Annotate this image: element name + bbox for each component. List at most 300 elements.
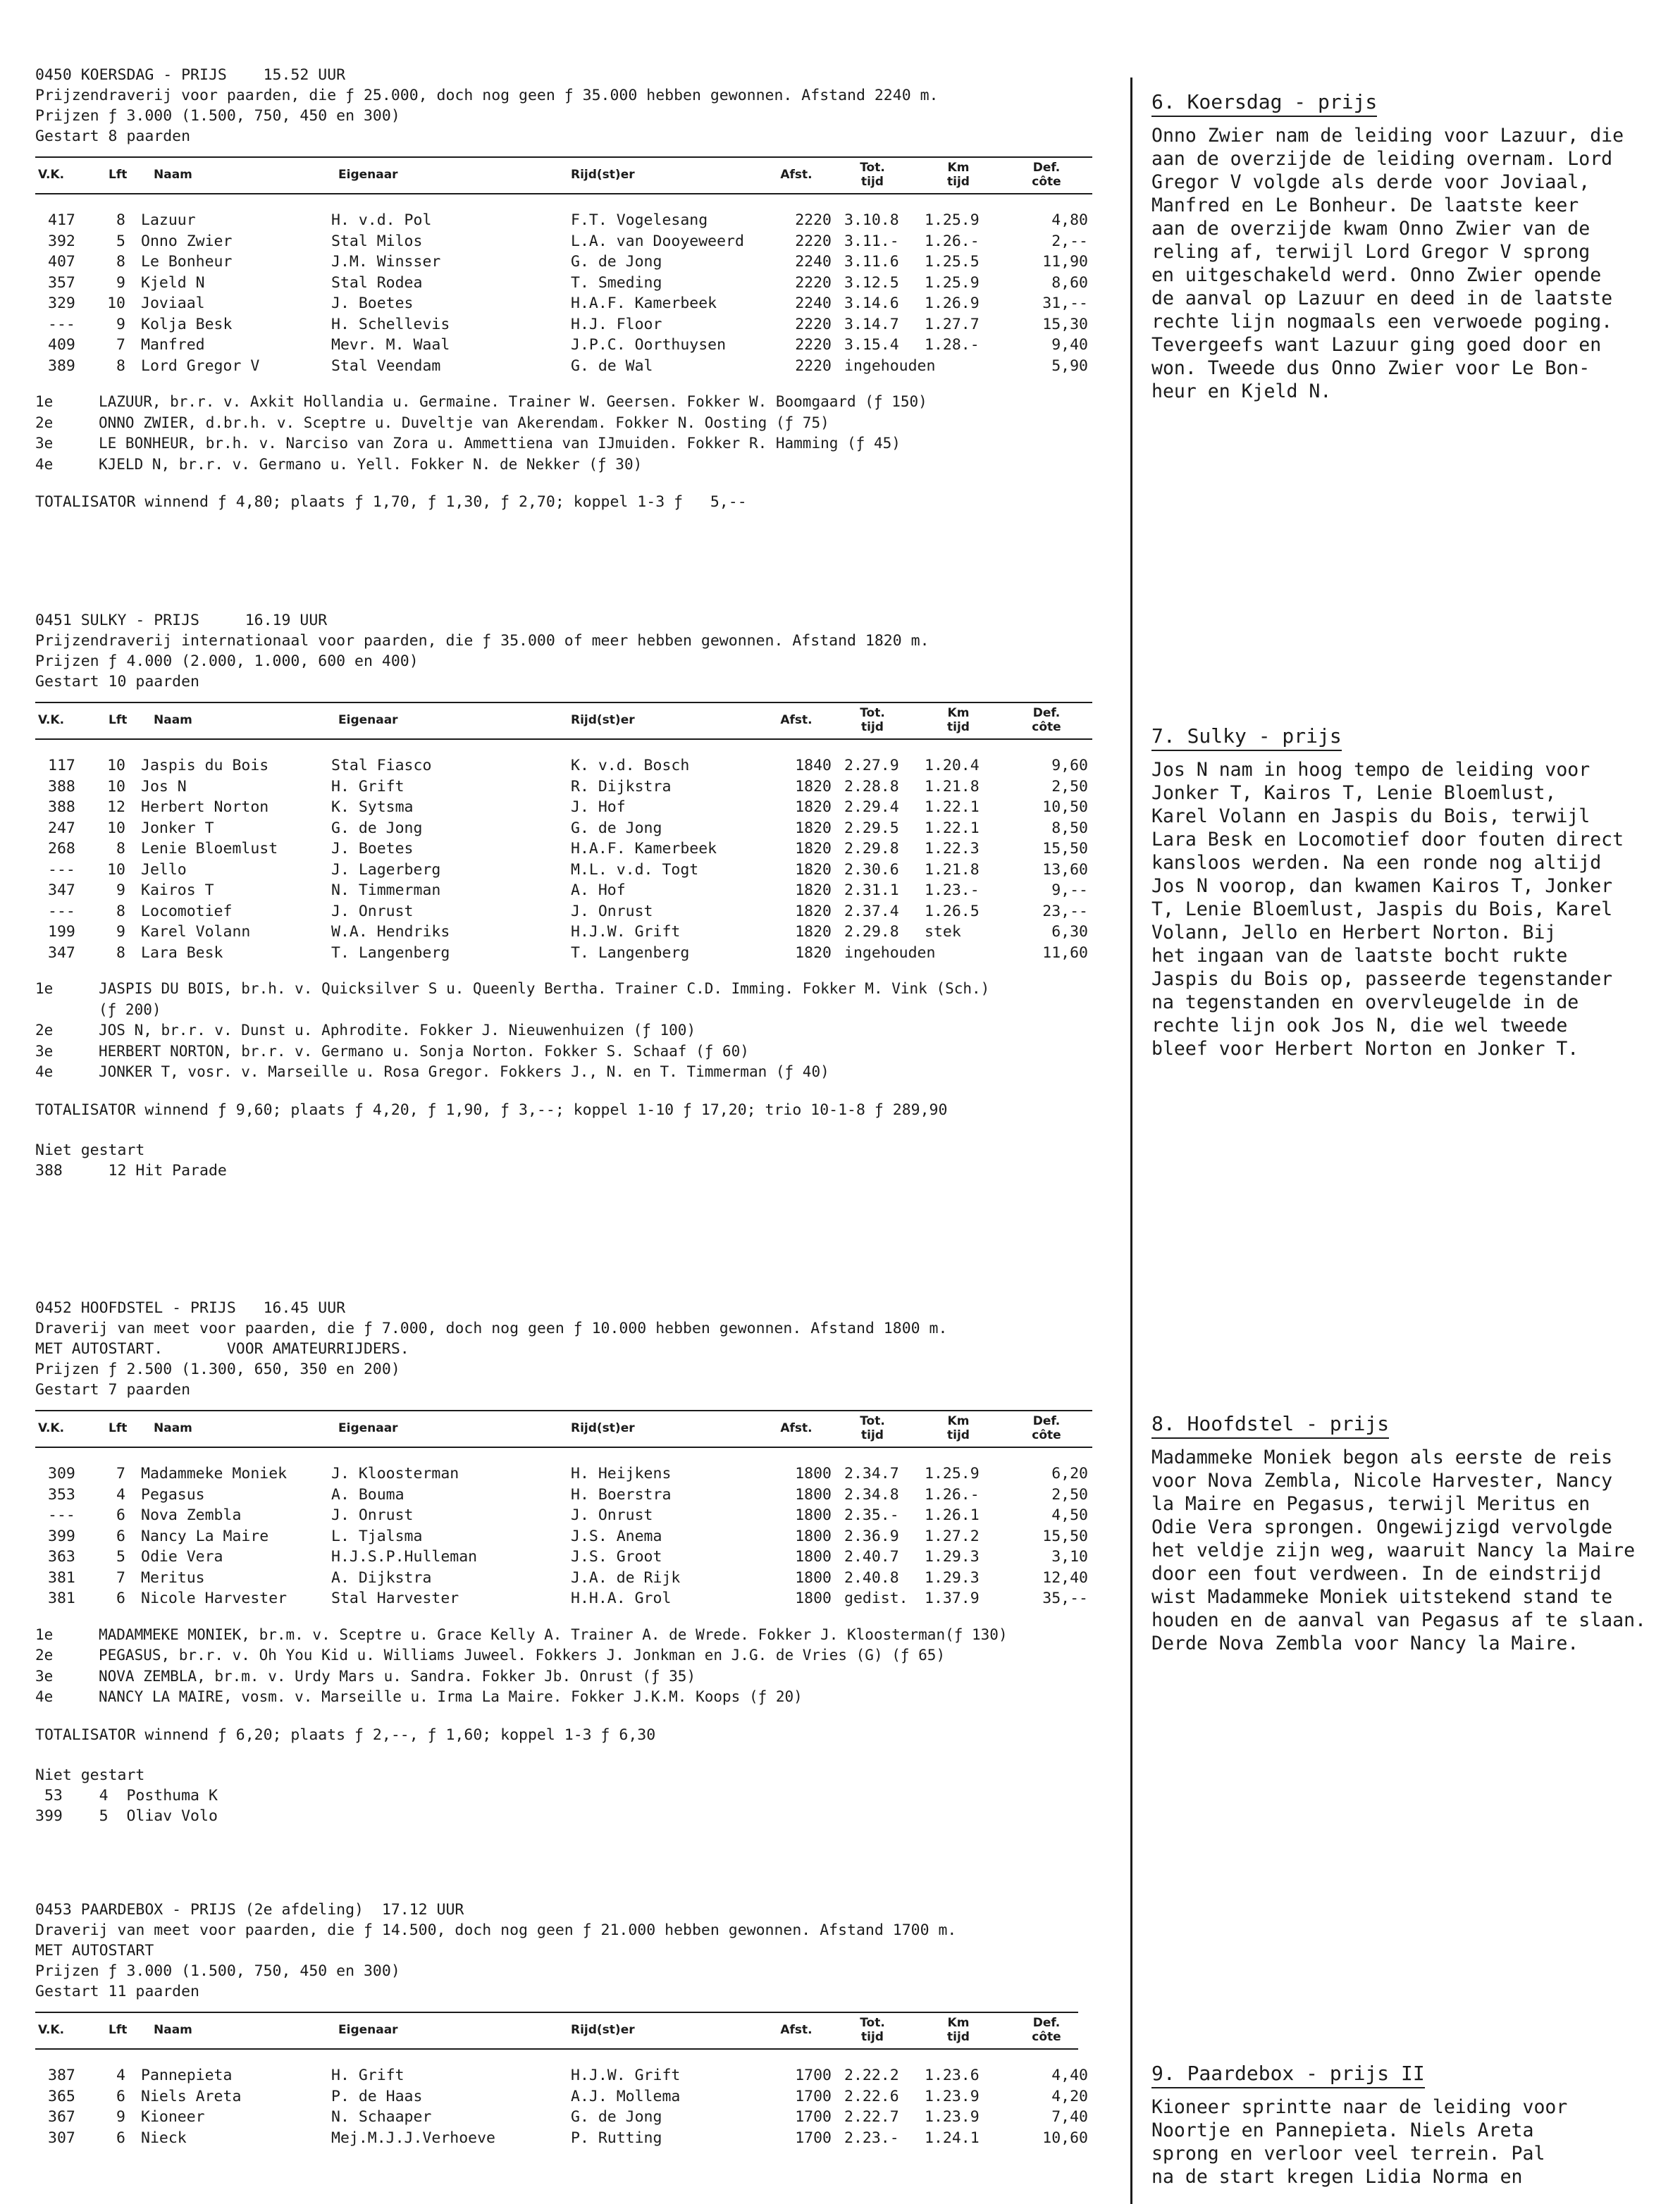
header-naam: Naam — [154, 2023, 192, 2037]
table-cell: L.A. van Dooyeweerd — [571, 232, 744, 250]
table-cell: 2.40.8 — [844, 1568, 899, 1587]
race-description-line: MET AUTOSTART — [35, 1942, 154, 1960]
table-cell: 2220 — [795, 211, 832, 229]
table-cell: 1.26.- — [925, 232, 980, 250]
table-cell: 15,50 — [1042, 840, 1088, 858]
table-cell: 12 — [107, 798, 125, 816]
table-row — [35, 1505, 1135, 1526]
table-cell: 2.22.6 — [844, 2087, 899, 2105]
table-cell: 7,40 — [1051, 2108, 1088, 2126]
totalisator-line: TOTALISATOR winnend ƒ 9,60; plaats ƒ 4,20, ƒ 1,90, ƒ 3,--; koppel 1-10 ƒ 17,20; trio 10-1-8 ƒ 289,90 — [35, 1101, 948, 1119]
table-cell: 1.25.9 — [925, 1465, 980, 1482]
finisher-line — [35, 1687, 1135, 1708]
table-cell: A.J. Mollema — [571, 2087, 681, 2105]
table-cell: 1820 — [795, 777, 832, 795]
race-description-line: Prijzendraverij internationaal voor paarden, die ƒ 35.000 of meer hebben gewonnen. Afstand 1820 m. — [35, 632, 929, 650]
table-cell: T. Langenberg — [571, 943, 690, 962]
table-cell: J. Boetes — [331, 295, 414, 312]
race-block — [35, 610, 1135, 1181]
table-cell: 5 — [116, 232, 125, 250]
table-cell: 1.27.7 — [925, 315, 980, 333]
table-cell: 2.27.9 — [844, 757, 899, 774]
table-cell: 3.14.7 — [844, 315, 899, 333]
header-def: Def. côte — [1032, 706, 1061, 734]
race-description-line: Prijzen ƒ 2.500 (1.300, 650, 350 en 200) — [35, 1361, 400, 1378]
table-cell: 1.22.3 — [925, 840, 980, 858]
table-cell: 2.29.8 — [844, 923, 899, 941]
table-cell: G. de Wal — [571, 357, 653, 375]
table-cell: 2.40.7 — [844, 1548, 899, 1566]
race-block — [35, 65, 1135, 512]
table-row — [35, 901, 1135, 922]
table-cell: J. Hof — [571, 798, 626, 816]
table-cell: Lara Besk — [141, 943, 223, 962]
table-cell: 2240 — [795, 253, 832, 271]
commentary-text: Kioneer sprintte naar de leiding voor Noortje en Pannepieta. Niels Areta sprong en verloor veel terrein. Pal na de start kregen Lidia Norma en — [1151, 2096, 1568, 2188]
table-cell: H. Grift — [331, 2067, 404, 2084]
placing: 3e — [35, 1042, 54, 1060]
table-cell: --- — [48, 315, 75, 333]
header-def: Def. côte — [1032, 161, 1061, 189]
table-cell: Stal Rodea — [331, 273, 423, 292]
header-lft: Lft — [109, 168, 128, 182]
table-row — [35, 818, 1135, 839]
finisher-description: ONNO ZWIER, d.br.h. v. Sceptre u. Duveltje van Akerendam. Fokker N. Oosting (ƒ 75) — [99, 414, 829, 431]
table-cell: 10,50 — [1042, 798, 1088, 816]
table-cell: 10 — [107, 777, 125, 795]
table-cell: G. de Jong — [571, 2108, 662, 2126]
table-cell: ingehouden — [844, 943, 936, 962]
table-cell: T. Langenberg — [331, 943, 450, 962]
table-cell: Kolja Besk — [141, 315, 233, 333]
results-table-body — [35, 1463, 1135, 1609]
table-cell: 1820 — [795, 923, 832, 941]
race-commentary — [1151, 90, 1673, 403]
placing: 4e — [35, 455, 54, 473]
table-cell: --- — [48, 1506, 75, 1524]
race-description-line: Gestart 8 paarden — [35, 128, 191, 145]
table-cell: 353 — [48, 1485, 75, 1504]
table-cell: Niels Areta — [141, 2087, 242, 2105]
table-cell: J. Onrust — [571, 902, 653, 920]
finisher-description: MADAMMEKE MONIEK, br.m. v. Sceptre u. Grace Kelly A. Trainer A. de Wrede. Fokker J. Kloosterman(ƒ 130) — [99, 1626, 1008, 1643]
table-row — [35, 314, 1135, 335]
header-afst: Afst. — [780, 1421, 813, 1435]
table-cell: 392 — [48, 232, 75, 250]
table-cell: Herbert Norton — [141, 798, 269, 816]
table-cell: 11,90 — [1042, 253, 1088, 271]
table-cell: 7 — [116, 1568, 125, 1587]
table-cell: Lazuur — [141, 211, 196, 229]
table-cell: Nova Zembla — [141, 1506, 242, 1524]
table-row — [35, 1526, 1135, 1547]
table-cell: H. Boerstra — [571, 1485, 672, 1504]
table-cell: 6,30 — [1051, 923, 1088, 941]
table-cell: G. de Jong — [331, 819, 423, 837]
table-cell: Nancy La Maire — [141, 1527, 269, 1545]
results-table-body — [35, 2065, 1135, 2148]
table-cell: 1.21.8 — [925, 860, 980, 879]
table-cell: 3.15.4 — [844, 336, 899, 354]
table-cell: F.T. Vogelesang — [571, 211, 708, 229]
table-cell: 8 — [116, 902, 125, 920]
table-cell: --- — [48, 902, 75, 920]
table-cell: 10 — [107, 860, 125, 879]
table-cell: 2.36.9 — [844, 1527, 899, 1545]
table-cell: --- — [48, 860, 75, 879]
race-title: 0450 KOERSDAG - PRIJS 15.52 UUR — [35, 66, 346, 84]
table-cell: Jos N — [141, 777, 187, 795]
table-cell: 1.20.4 — [925, 757, 980, 774]
table-cell: 9,40 — [1051, 336, 1088, 354]
table-row — [35, 776, 1135, 798]
placing: 3e — [35, 435, 54, 452]
table-row — [35, 797, 1135, 818]
finisher-line — [35, 979, 1135, 1000]
race-description-line: Prijzen ƒ 3.000 (1.500, 750, 450 en 300) — [35, 1962, 400, 1980]
table-cell: H. Heijkens — [571, 1465, 672, 1482]
finisher-description: PEGASUS, br.r. v. Oh You Kid u. Williams Juweel. Fokkers J. Jonkman en J.G. de Vries (G) (ƒ 65) — [99, 1647, 946, 1664]
table-cell: 2.28.8 — [844, 777, 899, 795]
table-cell: J. Lagerberg — [331, 860, 441, 879]
table-cell: N. Schaaper — [331, 2108, 432, 2126]
header-rijder: Rijd(st)er — [571, 1421, 635, 1435]
table-cell: 4,80 — [1051, 211, 1088, 229]
table-cell: 1.25.5 — [925, 253, 980, 271]
table-cell: J.S. Groot — [571, 1548, 662, 1566]
table-cell: J.S. Anema — [571, 1527, 662, 1545]
table-cell: J. Onrust — [331, 1506, 414, 1524]
race-description-line: MET AUTOSTART. VOOR AMATEURRIJDERS. — [35, 1340, 409, 1358]
table-cell: Onno Zwier — [141, 232, 233, 250]
table-cell: 1800 — [795, 1506, 832, 1524]
finisher-line — [35, 1625, 1135, 1646]
table-cell: 1840 — [795, 757, 832, 774]
table-cell: 2.34.7 — [844, 1465, 899, 1482]
header-km: Km tijd — [947, 2016, 970, 2044]
commentary-title: 9. Paardebox - prijs II — [1151, 2062, 1425, 2088]
table-cell: H. Grift — [331, 777, 404, 795]
race-block — [35, 1298, 1135, 1826]
table-cell: 2220 — [795, 232, 832, 250]
table-cell: 3.14.6 — [844, 295, 899, 312]
finisher-line — [35, 413, 1135, 434]
table-cell: 8,60 — [1051, 273, 1088, 292]
table-cell: 1820 — [795, 902, 832, 920]
table-cell: 367 — [48, 2108, 75, 2126]
table-cell: G. de Jong — [571, 253, 662, 271]
placing: 2e — [35, 1022, 54, 1039]
table-cell: 3,10 — [1051, 1548, 1088, 1566]
table-cell: 347 — [48, 881, 75, 899]
header-eigenaar: Eigenaar — [338, 713, 398, 727]
header-tot: Tot. tijd — [860, 706, 885, 734]
table-cell: Jonker T — [141, 819, 214, 837]
not-started-list — [35, 1765, 1135, 1826]
table-cell: 8,50 — [1051, 819, 1088, 837]
table-row — [35, 293, 1135, 314]
table-cell: 2.22.2 — [844, 2067, 899, 2084]
totalisator-line: TOTALISATOR winnend ƒ 4,80; plaats ƒ 1,70, ƒ 1,30, ƒ 2,70; koppel 1-3 ƒ 5,-- — [35, 493, 747, 511]
table-row — [35, 922, 1135, 943]
table-cell: 1.23.- — [925, 881, 980, 899]
table-cell: 1800 — [795, 1465, 832, 1482]
table-cell: 399 — [48, 1527, 75, 1545]
finisher-description: LE BONHEUR, br.h. v. Narciso van Zora u. Ammettiena van IJmuiden. Fokker R. Hamming (ƒ 45) — [99, 435, 901, 452]
race-title: 0452 HOOFDSTEL - PRIJS 16.45 UUR — [35, 1299, 346, 1317]
table-row — [35, 880, 1135, 901]
table-cell: H. v.d. Pol — [331, 211, 432, 229]
race-description-line: Draverij van meet voor paarden, die ƒ 14.500, doch nog geen ƒ 21.000 hebben gewonnen. Afstand 1700 m. — [35, 1921, 957, 1939]
table-cell: H.H.A. Grol — [571, 1590, 672, 1607]
table-cell: 9 — [116, 315, 125, 333]
finisher-description: LAZUUR, br.r. v. Axkit Hollandia u. Germaine. Trainer W. Geersen. Fokker W. Boomgaard (ƒ 150) — [99, 393, 927, 410]
table-cell: 409 — [48, 336, 75, 354]
commentary-text: Onno Zwier nam de leiding voor Lazuur, die aan de overzijde de leiding overnam. Lord Gregor V volgde als derde voor Joviaal, Manfred en Le Bonheur. De laatste keer aan de overzijde kwam Onno Zwier van de reling af, terwijl Lord Gregor V sprong en uitgeschakeld werd. Onno Zwier opende de aanval op Lazuur en deed in de laatste rechte lijn nogmaals een verwoede poging. Tevergeefs want Lazuur ging goed door en won. Tweede dus Onno Zwier voor Le Bon- heur en Kjeld N. — [1151, 125, 1624, 402]
finisher-description: JASPIS DU BOIS, br.h. v. Quicksilver S u. Queenly Bertha. Trainer C.D. Imming. Fokker M. Vink (Sch.) — [99, 980, 990, 997]
table-cell: 11,60 — [1042, 943, 1088, 962]
table-cell: J.M. Winsser — [331, 253, 441, 271]
table-cell: Mej.M.J.J.Verhoeve — [331, 2129, 495, 2147]
table-cell: 1.22.1 — [925, 798, 980, 816]
table-cell: 1.25.9 — [925, 211, 980, 229]
table-cell: ingehouden — [844, 357, 936, 375]
table-cell: Madammeke Moniek — [141, 1465, 288, 1482]
not-started-line: 53 4 Posthuma K — [35, 1786, 218, 1804]
header-naam: Naam — [154, 713, 192, 727]
finisher-line — [35, 392, 1135, 413]
finisher-description: HERBERT NORTON, br.r. v. Germano u. Sonja Norton. Fokker S. Schaaf (ƒ 60) — [99, 1042, 749, 1060]
table-cell: 5,90 — [1051, 357, 1088, 375]
table-row — [35, 1588, 1135, 1609]
table-cell: 7 — [116, 336, 125, 354]
table-cell: 417 — [48, 211, 75, 229]
table-cell: 4,40 — [1051, 2067, 1088, 2084]
table-cell: 381 — [48, 1590, 75, 1607]
table-cell: 388 — [48, 798, 75, 816]
table-cell: 1.23.6 — [925, 2067, 980, 2084]
table-cell: gedist. — [844, 1590, 908, 1607]
table-cell: 1.23.9 — [925, 2087, 980, 2105]
table-cell: Stal Fiasco — [331, 757, 432, 774]
finisher-description: JOS N, br.r. v. Dunst u. Aphrodite. Fokker J. Nieuwenhuizen (ƒ 100) — [99, 1022, 696, 1039]
table-row — [35, 943, 1135, 964]
table-cell: 2,50 — [1051, 777, 1088, 795]
race-title: 0453 PAARDEBOX - PRIJS (2e afdeling) 17.12 UUR — [35, 1901, 464, 1919]
table-cell: 1700 — [795, 2087, 832, 2105]
table-cell: 4 — [116, 1485, 125, 1504]
table-cell: 8 — [116, 357, 125, 375]
table-cell: 8 — [116, 253, 125, 271]
table-cell: 1.26.- — [925, 1485, 980, 1504]
table-cell: 407 — [48, 253, 75, 271]
table-cell: H.A.F. Kamerbeek — [571, 295, 717, 312]
table-cell: 3.11.- — [844, 232, 899, 250]
finishers-list — [35, 1625, 1135, 1708]
placing: 4e — [35, 1063, 54, 1080]
commentary-text: Jos N nam in hoog tempo de leiding voor Jonker T, Kairos T, Lenie Bloemlust, Karel Volann en Jaspis du Bois, terwijl Lara Besk en Locomotief door fouten direct kansloos werden. Na een ronde nog altijd Jos N voorop, dan kwamen Kairos T, Jonker T, Lenie Bloemlust, Jaspis du Bois, Karel Volann, Jello en Herbert Norton. Bij het ingaan van de laatste bocht rukte Jaspis du Bois op, passeerde tegenstander na tegenstanden en overvleugelde in de rechte lijn ook Jos N, die wel tweede bleef voor Herbert Norton en Jonker T. — [1151, 759, 1624, 1060]
table-cell: 2220 — [795, 357, 832, 375]
table-cell: 10 — [107, 757, 125, 774]
table-cell: Le Bonheur — [141, 253, 233, 271]
table-cell: 2.31.1 — [844, 881, 899, 899]
header-afst: Afst. — [780, 2023, 813, 2037]
table-row — [35, 755, 1135, 776]
header-vk: V.K. — [38, 713, 65, 727]
table-row — [35, 2065, 1135, 2086]
race-commentary — [1151, 724, 1673, 1060]
race-description-line: Prijzendraverij voor paarden, die ƒ 25.000, doch nog geen ƒ 35.000 hebben gewonnen. Afstand 2240 m. — [35, 87, 939, 104]
table-cell: 363 — [48, 1548, 75, 1566]
table-cell: 6 — [116, 2087, 125, 2105]
finisher-line — [35, 433, 1135, 454]
header-afst: Afst. — [780, 713, 813, 727]
table-cell: 8 — [116, 943, 125, 962]
table-cell: Joviaal — [141, 295, 205, 312]
table-cell: 9 — [116, 923, 125, 941]
table-cell: Kioneer — [141, 2108, 205, 2126]
table-cell: 1700 — [795, 2108, 832, 2126]
table-cell: 13,60 — [1042, 860, 1088, 879]
table-cell: Locomotief — [141, 902, 233, 920]
results-table-header — [35, 1410, 1092, 1448]
table-cell: 6 — [116, 1527, 125, 1545]
table-cell: 309 — [48, 1465, 75, 1482]
table-cell: 1820 — [795, 881, 832, 899]
race-commentary — [1151, 1412, 1673, 1655]
placing: 4e — [35, 1688, 54, 1705]
table-cell: J.P.C. Oorthuysen — [571, 336, 727, 354]
table-cell: 3.10.8 — [844, 211, 899, 229]
table-cell: 387 — [48, 2067, 75, 2084]
table-cell: H.A.F. Kamerbeek — [571, 840, 717, 858]
table-cell: 1.23.9 — [925, 2108, 980, 2126]
finisher-line — [35, 1062, 1135, 1083]
table-cell: J. Kloosterman — [331, 1465, 459, 1482]
header-km: Km tijd — [947, 706, 970, 734]
table-cell: M.L. v.d. Togt — [571, 860, 699, 879]
results-table-header — [35, 156, 1092, 194]
table-cell: 7 — [116, 1465, 125, 1482]
table-cell: J. Onrust — [331, 902, 414, 920]
table-cell: 1800 — [795, 1527, 832, 1545]
table-cell: 2.22.7 — [844, 2108, 899, 2126]
table-cell: R. Dijkstra — [571, 777, 672, 795]
table-row — [35, 860, 1135, 881]
table-row — [35, 1485, 1135, 1506]
table-cell: 9,60 — [1051, 757, 1088, 774]
header-lft: Lft — [109, 2023, 128, 2037]
table-cell: 388 — [48, 777, 75, 795]
table-cell: 2.29.5 — [844, 819, 899, 837]
table-cell: 2.35.- — [844, 1506, 899, 1524]
table-cell: 2.37.4 — [844, 902, 899, 920]
table-row — [35, 1568, 1135, 1589]
table-cell: Kjeld N — [141, 273, 205, 292]
header-lft: Lft — [109, 1421, 128, 1435]
table-cell: 3.11.6 — [844, 253, 899, 271]
table-cell: 347 — [48, 943, 75, 962]
race-description-line: Gestart 7 paarden — [35, 1381, 191, 1399]
not-started-list — [35, 1140, 1135, 1181]
table-cell: 1.26.5 — [925, 902, 980, 920]
placing: 2e — [35, 414, 54, 431]
table-cell: H.J.S.P.Hulleman — [331, 1548, 478, 1566]
table-row — [35, 2128, 1135, 2149]
table-cell: 2.29.4 — [844, 798, 899, 816]
table-cell: 9,-- — [1051, 881, 1088, 899]
finisher-description: JONKER T, vosr. v. Marseille u. Rosa Gregor. Fokkers J., N. en T. Timmerman (ƒ 40) — [99, 1063, 829, 1080]
race-description-line: Draverij van meet voor paarden, die ƒ 7.000, doch nog geen ƒ 10.000 hebben gewonnen. Afstand 1800 m. — [35, 1320, 948, 1337]
race-description-line: Gestart 10 paarden — [35, 673, 199, 691]
finisher-description: NANCY LA MAIRE, vosm. v. Marseille u. Irma La Maire. Fokker J.K.M. Koops (ƒ 20) — [99, 1688, 803, 1705]
table-row — [35, 1463, 1135, 1485]
table-cell: Karel Volann — [141, 923, 251, 941]
table-cell: L. Tjalsma — [331, 1527, 423, 1545]
header-km: Km tijd — [947, 161, 970, 189]
race-description-line: Gestart 11 paarden — [35, 1983, 199, 2000]
table-cell: W.A. Hendriks — [331, 923, 450, 941]
table-cell: 15,50 — [1042, 1527, 1088, 1545]
table-cell: Pannepieta — [141, 2067, 233, 2084]
table-cell: 2220 — [795, 273, 832, 292]
header-lft: Lft — [109, 713, 128, 727]
table-cell: K. Sytsma — [331, 798, 414, 816]
table-cell: Odie Vera — [141, 1548, 223, 1566]
header-km: Km tijd — [947, 1414, 970, 1442]
header-tot: Tot. tijd — [860, 161, 885, 189]
table-cell: 1.25.9 — [925, 273, 980, 292]
table-cell: Nieck — [141, 2129, 187, 2147]
table-cell: 10 — [107, 295, 125, 312]
table-row — [35, 335, 1135, 356]
race-commentary — [1151, 2062, 1673, 2188]
table-cell: 2220 — [795, 315, 832, 333]
commentary-title: 6. Koersdag - prijs — [1151, 90, 1377, 117]
table-cell: Jello — [141, 860, 187, 879]
table-cell: 1700 — [795, 2129, 832, 2147]
table-cell: J.A. de Rijk — [571, 1568, 681, 1587]
table-cell: 1800 — [795, 1548, 832, 1566]
table-cell: 1800 — [795, 1568, 832, 1587]
results-table-header — [35, 2012, 1078, 2050]
results-table-header — [35, 702, 1092, 740]
race-title: 0451 SULKY - PRIJS 16.19 UUR — [35, 612, 328, 629]
table-cell: 1.26.9 — [925, 295, 980, 312]
table-cell: 1.29.3 — [925, 1568, 980, 1587]
table-row — [35, 231, 1135, 252]
table-cell: K. v.d. Bosch — [571, 757, 690, 774]
table-cell: 5 — [116, 1548, 125, 1566]
table-cell: 3.12.5 — [844, 273, 899, 292]
table-cell: 4 — [116, 2067, 125, 2084]
table-cell: 1820 — [795, 860, 832, 879]
table-cell: 1.29.3 — [925, 1548, 980, 1566]
table-cell: 1700 — [795, 2067, 832, 2084]
table-cell: Meritus — [141, 1568, 205, 1587]
commentary-title: 8. Hoofdstel - prijs — [1151, 1412, 1389, 1439]
table-cell: 9 — [116, 273, 125, 292]
results-table-body — [35, 755, 1135, 963]
header-vk: V.K. — [38, 168, 65, 182]
header-def: Def. côte — [1032, 2016, 1061, 2044]
table-cell: 2.29.8 — [844, 840, 899, 858]
header-vk: V.K. — [38, 1421, 65, 1435]
header-eigenaar: Eigenaar — [338, 2023, 398, 2037]
header-def: Def. côte — [1032, 1414, 1061, 1442]
finisher-line — [35, 1041, 1135, 1063]
header-rijder: Rijd(st)er — [571, 713, 635, 727]
